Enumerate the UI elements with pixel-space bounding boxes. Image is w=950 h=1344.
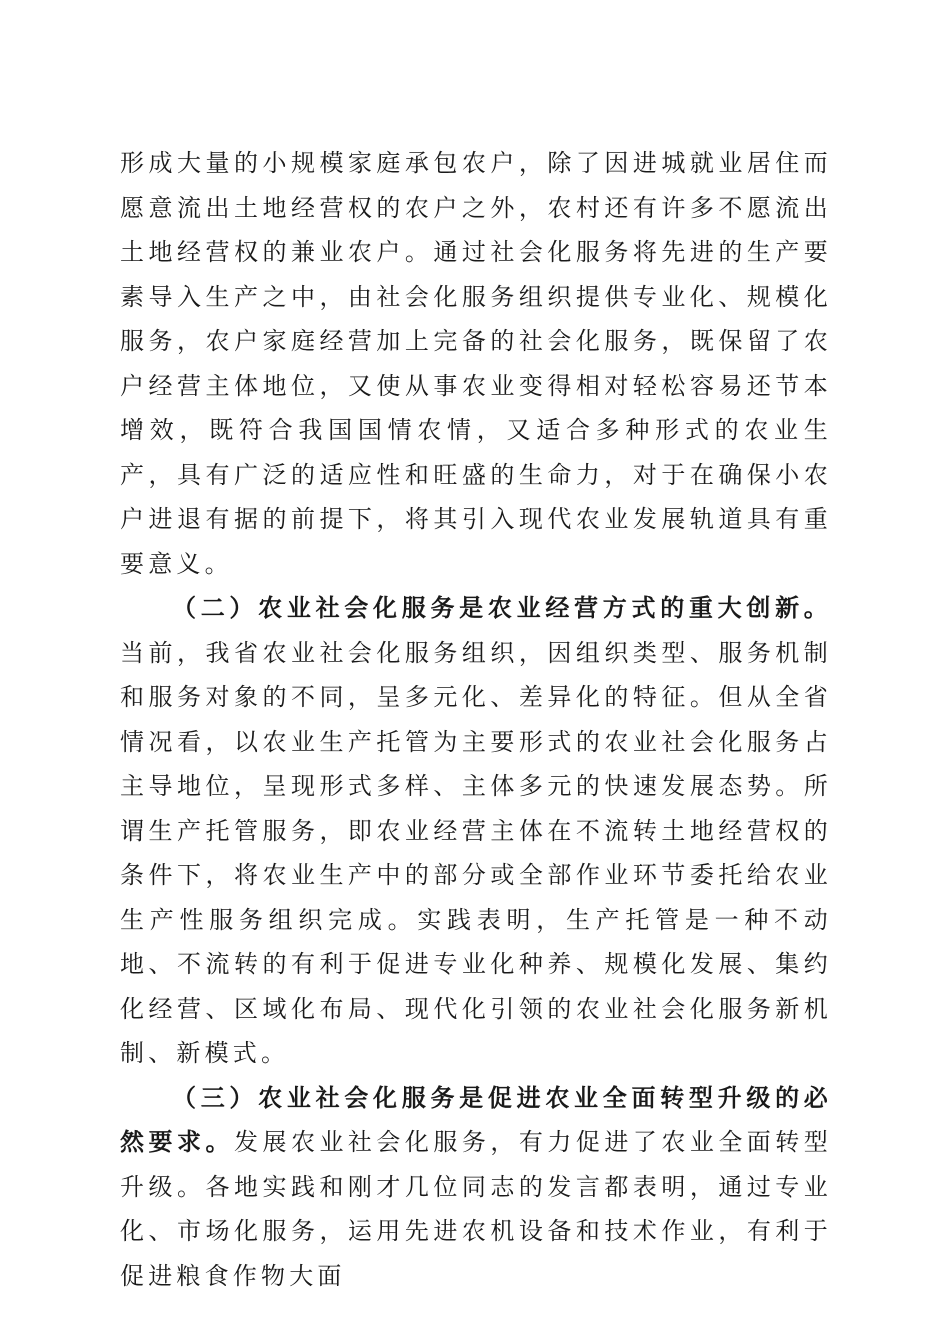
document-body (120, 141, 832, 1298)
paragraph-3-heading: （三）农业社会化服务是促进农业全面转型升级的必然要求。 (120, 1082, 832, 1156)
paragraph-1-text: 形成大量的小规模家庭承包农户，除了因进城就业居住而愿意流出土地经营权的农户之外，农村还有许多不愿流出土地经营权的兼业农户。通过社会化服务将先进的生产要素导入生产之中，由社会化服务组织提供专业化、规模化服务，农户家庭经营加上完备的社会化服务，既保留了农户经营主体地位，又使从事农业变得相对轻松容易还节本增效，既符合我国国情农情，又适合多种形式的农业生产，具有广泛的适应性和旺盛的生命力，对于在确保小农户进退有据的前提下，将其引入现代农业发展轨道具有重要意义。 (120, 149, 832, 578)
paragraph-2-heading: （二）农业社会化服务是农业经营方式的重大创新。 (172, 593, 832, 622)
paragraph-2 (120, 586, 832, 1076)
paragraph-2-text: 当前，我省农业社会化服务组织，因组织类型、服务机制和服务对象的不同，呈多元化、差异化的特征。但从全省情况看，以农业生产托管为主要形式的农业社会化服务占主导地位，呈现形式多样、主体多元的快速发展态势。所谓生产托管服务，即农业经营主体在不流转土地经营权的条件下，将农业生产中的部分或全部作业环节委托给农业生产性服务组织完成。实践表明，生产托管是一种不动地、不流转的有利于促进专业化种养、规模化发展、集约化经营、区域化布局、现代化引领的农业社会化服务新机制、新模式。 (120, 638, 832, 1067)
paragraph-3 (120, 1076, 832, 1299)
paragraph-1 (120, 141, 832, 586)
paragraph-3-text: 发展农业社会化服务，有力促进了农业全面转型升级。各地实践和刚才几位同志的发言都表明，通过专业化、市场化服务，运用先进农机设备和技术作业，有利于促进粮食作物大面 (120, 1128, 832, 1290)
